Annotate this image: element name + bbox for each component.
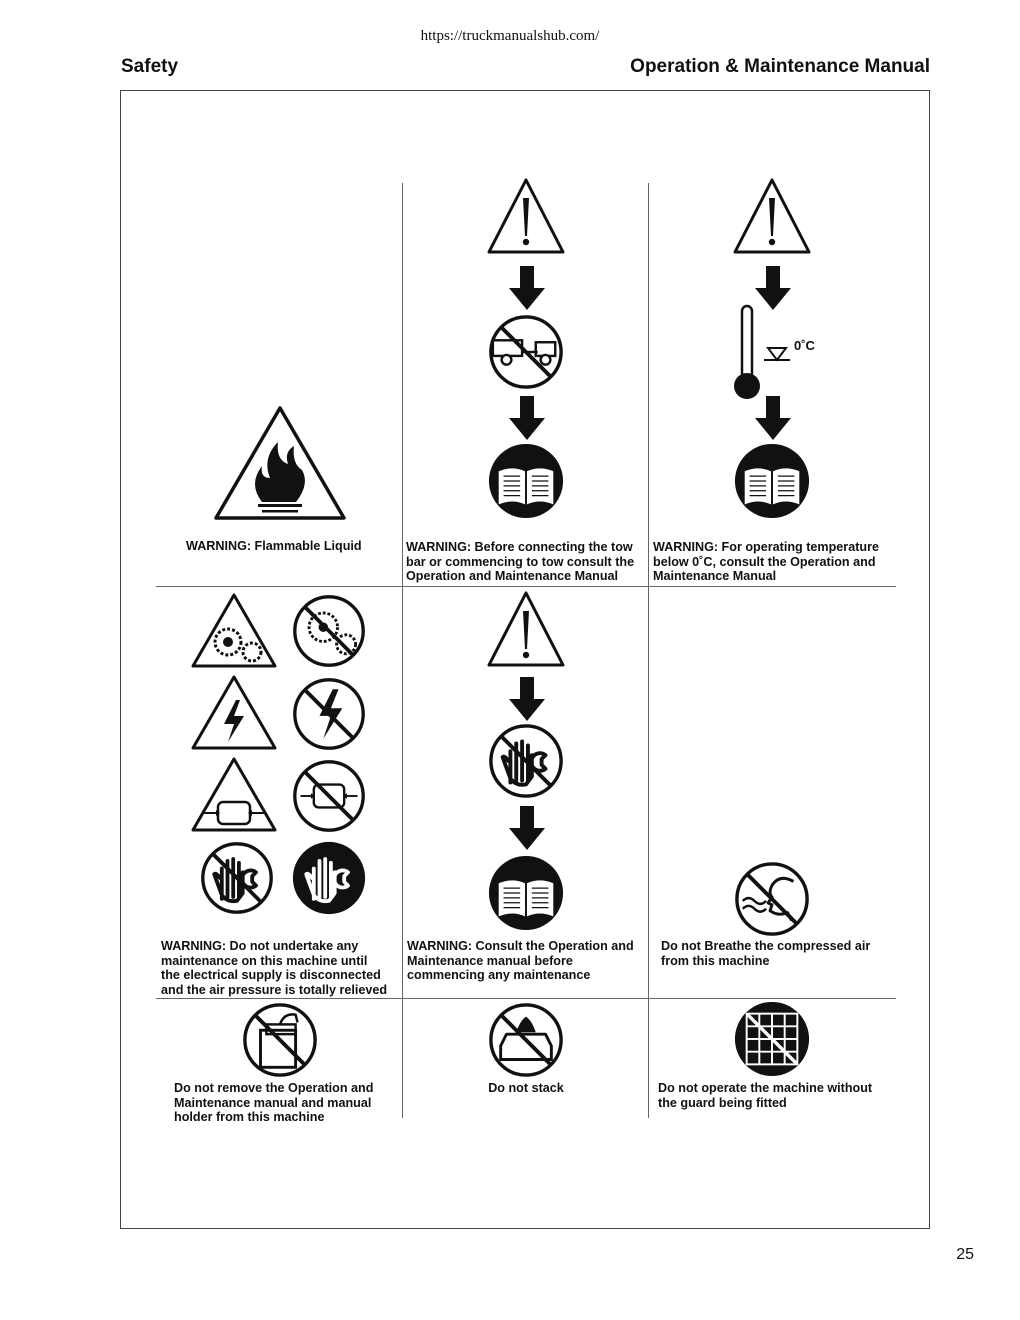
column-divider-left bbox=[402, 183, 403, 1118]
no-hand-maintenance-icon bbox=[199, 840, 275, 916]
arrow-down-icon bbox=[507, 677, 547, 721]
caption-temperature: WARNING: For operating temperature below 0˚C, consult the Operation and Maintenance Manual bbox=[653, 540, 880, 584]
pressure-hazard-icon bbox=[190, 756, 278, 834]
thermometer-icon bbox=[730, 304, 800, 400]
no-hand-maintenance-icon bbox=[487, 722, 565, 800]
no-pressure-icon bbox=[291, 758, 367, 834]
warning-triangle-icon bbox=[486, 176, 566, 256]
caption-flammable: WARNING: Flammable Liquid bbox=[186, 539, 362, 553]
manual-title: Operation & Maintenance Manual bbox=[630, 56, 930, 77]
section-title: Safety bbox=[121, 56, 179, 77]
no-remove-manual-icon bbox=[241, 1001, 319, 1079]
caption-no-maintenance: WARNING: Do not undertake any maintenance on this machine until the electrical supply is disconnected and the air pressure is totally relieved bbox=[161, 939, 388, 997]
warning-triangle-icon bbox=[732, 176, 812, 256]
gear-hazard-icon bbox=[190, 592, 278, 670]
row-divider-1 bbox=[156, 586, 896, 587]
source-url: https://truckmanualshub.com/ bbox=[420, 28, 600, 44]
column-divider-right bbox=[648, 183, 649, 1118]
flammable-icon bbox=[212, 404, 348, 524]
no-breathe-icon bbox=[733, 860, 811, 938]
caption-breathe: Do not Breathe the compressed air from this machine bbox=[661, 939, 871, 968]
arrow-down-icon bbox=[507, 266, 547, 310]
no-towing-icon bbox=[487, 313, 565, 391]
arrow-down-icon bbox=[753, 396, 793, 440]
no-guard-icon bbox=[733, 1000, 811, 1078]
no-stack-icon bbox=[487, 1001, 565, 1079]
arrow-down-icon bbox=[507, 396, 547, 440]
caption-guard: Do not operate the machine without the guard being fitted bbox=[658, 1081, 873, 1110]
temperature-label: 0˚C bbox=[794, 338, 815, 353]
no-electrical-icon bbox=[291, 676, 367, 752]
manual-book-icon bbox=[733, 442, 811, 520]
electrical-hazard-icon bbox=[190, 674, 278, 752]
no-gear-icon bbox=[291, 593, 367, 669]
caption-stack: Do not stack bbox=[488, 1081, 564, 1095]
caption-consult: WARNING: Consult the Operation and Maintenance manual before commencing any maintenance bbox=[407, 939, 634, 983]
manual-book-icon bbox=[487, 854, 565, 932]
caption-tow: WARNING: Before connecting the tow bar or commencing to tow consult the Operation and Maintenance Manual bbox=[406, 540, 635, 584]
caption-remove-manual: Do not remove the Operation and Maintenance manual and manual holder from this machine bbox=[174, 1081, 374, 1125]
manual-book-icon bbox=[487, 442, 565, 520]
hand-maintenance-icon bbox=[291, 840, 367, 916]
arrow-down-icon bbox=[507, 806, 547, 850]
row-divider-2 bbox=[156, 998, 896, 999]
page-number: 25 bbox=[956, 1246, 974, 1263]
warning-triangle-icon bbox=[486, 589, 566, 669]
